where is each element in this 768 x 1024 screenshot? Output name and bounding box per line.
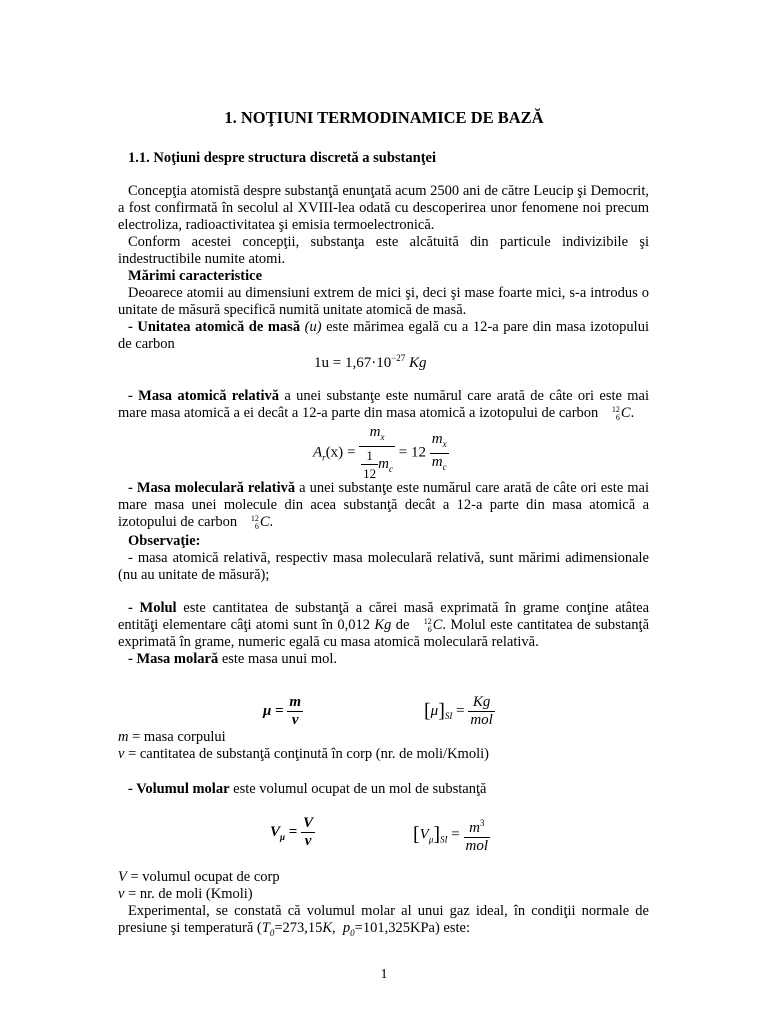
f-mu-unit-frac: $\frac{Kg}{\text{mol}}$: [470, 694, 493, 728]
f-ar-arg: (x): [325, 444, 344, 461]
f-ar-coef: 12: [410, 444, 426, 461]
obs-label: Observaţie:: [128, 533, 201, 549]
def-m: m = masa corpului: [118, 729, 226, 745]
paragraph-vm: [118, 781, 649, 798]
vm-text: este volumul ocupat de un mol de substanţă: [233, 781, 487, 797]
mar-text-block: [118, 388, 649, 422]
formula-relative-atomic-mass: $A_r(x)$ = $m_x$ $\frac{1}{12}$ $m_c$ = 12 $\frac{m_x}{m_c}$: [313, 424, 447, 481]
paragraph-conform: Conform acestei concepţii, substanţa este alcătuită din particule indivizibile şi indestructibile numite atomi.: [118, 234, 649, 267]
formula-molar-volume: $V_\mu$ = $\frac{V}{\nu}$: [270, 815, 314, 849]
vm-definitions: [118, 869, 649, 942]
uam-symbol: (u): [304, 319, 322, 335]
f-u-mant: 1,67: [344, 355, 372, 371]
formula-molar-volume-unit: $[V_\mu]_{SI}$ = $\frac{m^3}{\text{mol}}$: [413, 815, 490, 855]
paragraph-masa-molara: [118, 651, 649, 668]
f-ar-lhs: A: [313, 444, 323, 461]
mol-unit: Kg: [374, 617, 392, 633]
mol-text-block: [118, 600, 649, 668]
uam-label: - Unitatea atomică de masă: [128, 319, 301, 335]
mol-text1: este cantitatea de substanţă a cărei masă exprimată în grame conţine atâtea entităţi elementare câţi atomi sunt în 0,012: [118, 600, 650, 633]
paragraph-mar: - Masa atomică relativă a unei substanţe este numărul care arată de câte ori este mai mare masa atomică a ei decât a 12-a parte din masa atomică a izotopului de carbon 12 6 C.: [118, 388, 649, 422]
f-mu-frac: $\frac{m}{\nu}$: [289, 694, 302, 728]
isotope-c12-a-el: C: [620, 405, 631, 421]
formula-molar-mass: μ = $\frac{m}{\nu}$: [263, 694, 302, 728]
mm-text: este masa unui mol.: [221, 651, 337, 667]
obs-text: - masa atomică relativă, respectiv masa moleculară relativă, sunt mărimi adimensionale (nu au unitate de măsură);: [118, 550, 649, 583]
mar-label: - Masa atomică relativă: [128, 388, 280, 404]
mmr-text-block: [118, 480, 649, 584]
f-u-unit: Kg: [409, 355, 427, 371]
f-mu-lhs: μ: [263, 702, 272, 719]
paragraph-mol: [118, 600, 649, 651]
mol-de: de: [395, 617, 410, 633]
mol-text2: . Molul este cantitatea de substanţă exprimată în grame, numeric egală cu masa atomică moleculară relativă.: [118, 617, 650, 650]
paragraph-experimental: Experimental, se constată că volumul molar al unui gaz ideal, în condiţii normale de presiune şi temperatură ($T_0=273,15K$, $p_0=101,325KPa$) este:: [118, 903, 649, 938]
isotope-c12-c-el: C: [432, 617, 443, 633]
paragraph-conceptia: Concepţia atomistă despre substanţă enunţată acum 2500 ani de către Leucip şi Democrit, a fost confirmată în secolul al XVIII-lea odată cu descoperirea unor fenomene noi precum electroliza, radioactivitatea şi emisia termoelectronică.: [118, 183, 649, 233]
mu-definitions: [118, 729, 649, 763]
formula-atomic-mass-unit: $1u = 1,67\cdot 10^{-27}$ Kg: [314, 353, 427, 371]
isotope-c12-c: 12 6: [423, 616, 432, 634]
formula-molar-mass-unit: $[\mu]_{SI}$ = $\frac{Kg}{\text{mol}}$: [424, 694, 493, 728]
f-u-exp: −27: [391, 353, 406, 363]
f-ar-frac1: $m_x$ $\frac{1}{12}$ $m_c$: [359, 424, 395, 482]
mmr-text: a unei substanţe este numărul care arată de câte ori este mai mare masa unei molecule din acea substanţă decât a 12-a parte din masa atomică a izotopului de carbon: [118, 480, 649, 530]
intro-text: [118, 183, 649, 353]
section-title: 1.1. Noţiuni despre structura discretă a substanţei: [128, 150, 436, 166]
def-nu: ν = cantitatea de substanţă conţinută în corp (nr. de moli/Kmoli): [118, 746, 489, 762]
paragraph-uam: [118, 319, 649, 353]
vm-label: - Volumul molar: [128, 781, 230, 797]
vm-text-block: [118, 781, 649, 798]
chapter-title: 1. NOŢIUNI TERMODINAMICE DE BAZĂ: [224, 108, 544, 127]
mol-label: - Molul: [128, 600, 177, 616]
mmr-label: - Masa moleculară relativă: [128, 480, 296, 496]
mar-text: a unei substanţe este numărul care arată de câte ori este mai mare masa atomică a ei decât a 12-a parte din masa atomică a izotopului de carbon: [118, 388, 649, 421]
f-u-lhs: 1u: [314, 355, 329, 371]
isotope-c12-b-el: C: [259, 514, 270, 530]
f-ar-lhs-sub: r: [322, 452, 326, 463]
def-nu2: ν = nr. de moli (Kmoli): [118, 886, 253, 902]
page-number: 1: [380, 967, 388, 982]
mm-label: - Masa molară: [128, 651, 219, 667]
paragraph-mmr: - Masa moleculară relativă a unei substanţe este numărul care arată de câte ori este mai mare masa unei molecule din acea substanţă decât a 12-a parte din masa atomică a izotopului de carbon 12 6 C.: [118, 480, 649, 531]
def-v: V = volumul ocupat de corp: [118, 869, 280, 885]
uam-text: este mărimea egală cu a 12-a pare din masa izotopului de carbon: [118, 319, 649, 352]
f-vm-frac: $\frac{V}{\nu}$: [303, 815, 314, 849]
isotope-c12-b: 12 6: [250, 513, 259, 531]
f-vm-unit-frac: $\frac{m^3}{\text{mol}}$: [464, 815, 491, 855]
paragraph-deoarece: Deoarece atomii au dimensiuni extrem de mici şi, deci şi mase foarte mici, s-a introdus o unitate de măsură specifică numită unitate atomică de masă.: [118, 285, 649, 318]
isotope-c12-a: 12 6: [611, 404, 620, 422]
heading-marimi: Mărimi caracteristice: [128, 268, 263, 284]
f-ar-frac2: $\frac{m_x}{m_c}$: [431, 430, 447, 472]
